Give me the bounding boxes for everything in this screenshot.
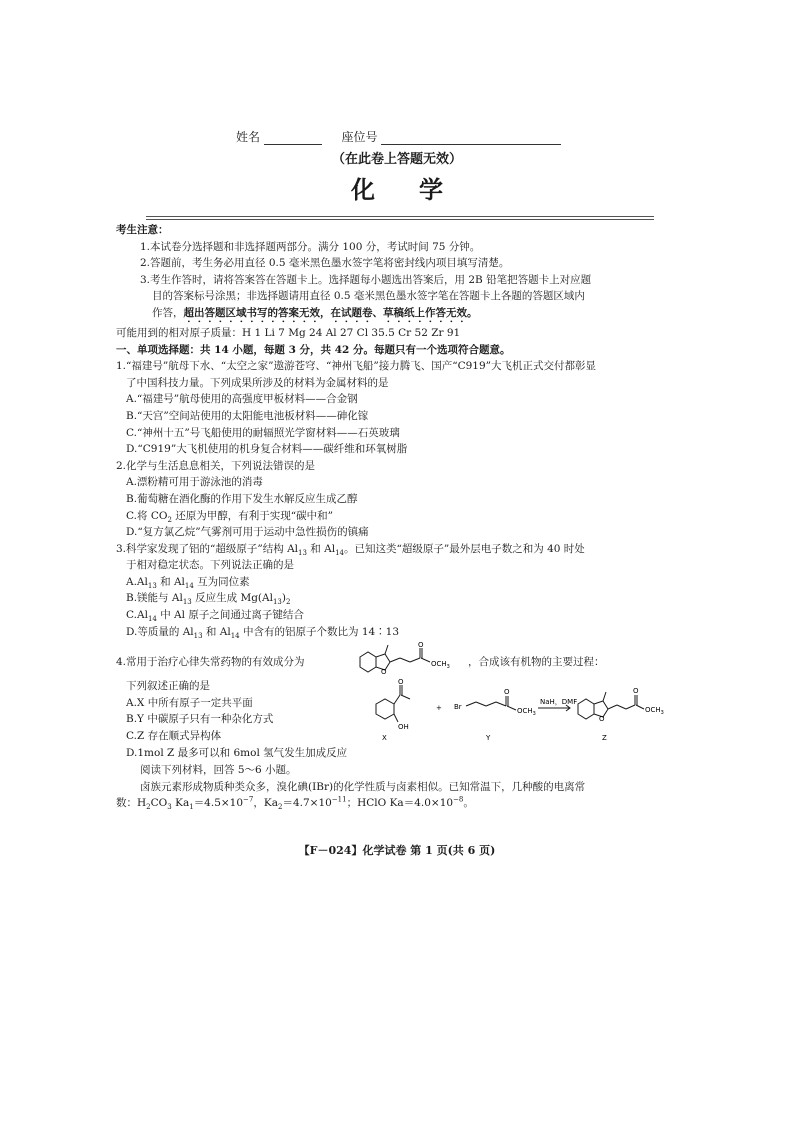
passage-text-a: 卤族元素形成物质种类众多，溴化碘(IBr)的化学性质与卤素相似。已知常温下，几种酸的电离常 — [140, 780, 586, 793]
q3-stem-a — [116, 541, 664, 558]
q3-c-sub-1: 14 — [147, 615, 157, 624]
q4-stem-a: 4.常用于治疗心律失常药物的有效成分为 — [116, 656, 305, 669]
q4-option-d[interactable]: D.1mol Z 最多可以和 6mol 氢气发生加成反应 — [126, 746, 348, 759]
scheme-y-br: Br — [454, 703, 462, 712]
q3-d-sub-2: 14 — [230, 631, 240, 640]
note-item-3b: 目的答案标号涂黑；非选择题请用直径 0.5 毫米黑色墨水签字笔在答题卡上各题的答题区域内 — [152, 290, 585, 303]
pb-sup-4: −7 — [243, 795, 254, 804]
section-1-heading: 一、单项选择题：共 14 小题，每题 3 分，共 42 分。每题只有一个选项符合题意。 — [116, 343, 511, 356]
scheme-z-och3: $OCH_3$ — [645, 706, 664, 717]
pb-sub-2: 3 — [167, 803, 172, 812]
q4-synthesis-scheme — [370, 678, 664, 746]
q3-a-text-3: 互为同位素 — [193, 575, 250, 588]
q4-option-a[interactable]: A.X 中所有原子一定共平面 — [126, 696, 253, 709]
q2-stem: 2.化学与生活息息相关，下列说法错误的是 — [116, 459, 316, 472]
q4-stem-b: ，合成该有机物的主要过程： — [468, 656, 605, 669]
note-item-3c-text: 作答， — [152, 306, 184, 319]
notes-heading: 考生注意： — [116, 224, 169, 236]
scheme-label-y: Y — [486, 734, 491, 743]
q3-a-sub-1: 13 — [147, 581, 157, 590]
pb-3: Ka — [171, 797, 190, 810]
scheme-conditions: NaH，DMF — [540, 698, 578, 707]
scheme-z-o: O — [633, 687, 639, 696]
note-item-3c — [116, 305, 664, 325]
note-item-2: 2.答题前，考生务必用直径 0.5 毫米黑色墨水签字笔将密封线内项目填写清楚。 — [140, 257, 510, 270]
q3-d-text-3: 中含有的铝原子个数比为 14∶13 — [239, 625, 400, 638]
pb-5: ，Ka — [253, 797, 278, 810]
q3-d-text-1: D.等质量的 Al — [126, 625, 194, 638]
scheme-y-och3: $OCH_3$ — [517, 707, 536, 718]
scheme-z-o-ring: O — [599, 715, 605, 724]
q3-stem-text-3: 。已知这类“超级原子”最外层电子数之和为 40 时处 — [344, 542, 585, 555]
q3-d-sub-1: 13 — [193, 631, 203, 640]
pb-4: ＝4.5×10 — [193, 797, 244, 810]
q3-stem-sub-2: 14 — [335, 548, 345, 557]
q2-option-c[interactable] — [116, 508, 664, 525]
pb-sub-5: 2 — [277, 803, 283, 812]
pb-sub-1: 2 — [146, 803, 151, 812]
q3-c-text-1: C.Al — [126, 609, 148, 622]
q3-b-sub-2: 13 — [272, 598, 282, 607]
q3-option-a[interactable] — [116, 574, 664, 591]
q1-option-a[interactable]: A.“福建号”航母使用的高强度甲板材料——合金钢 — [126, 393, 358, 406]
pb-8: 。 — [463, 797, 474, 810]
q3-b-text-2: 反应生成 Mg(Al — [191, 592, 273, 605]
q2-option-a[interactable]: A.漂粉精可用于游泳池的消毒 — [126, 476, 263, 489]
scheme-label-z: Z — [602, 734, 607, 743]
q3-option-d[interactable] — [116, 624, 664, 641]
pb-sup-7: −8 — [453, 795, 464, 804]
q1-option-c[interactable]: C.“神州十五”号飞船使用的耐辐照光学窗材料——石英玻璃 — [126, 426, 400, 439]
q1-stem-a: 1.“福建号”航母下水、“太空之家”遨游苍穹、“神州飞船”接力腾飞、国产“C919”大飞机正式交付都彰显 — [116, 360, 597, 373]
q4-options — [126, 678, 347, 761]
title-rule-top — [146, 216, 654, 217]
student-info-line — [236, 128, 561, 145]
pb-sub-3: 1 — [189, 803, 194, 812]
q4-drug-o-carbonyl: O — [418, 641, 424, 650]
note-item-1: 1.本试卷分选择题和非选择题两部分。满分 100 分，考试时间 75 分钟。 — [140, 240, 481, 253]
passage-intro: 阅读下列材料，回答 5～6 小题。 — [140, 764, 297, 777]
q3-stem-sub-1: 13 — [298, 548, 307, 557]
q4-options-and-scheme — [116, 678, 664, 762]
q3-stem-text-2: 和 Al — [306, 542, 336, 555]
scheme-x-o: O — [398, 678, 404, 687]
q2-c-text-2: 还原为甲醇，有利于实现“碳中和” — [171, 509, 334, 522]
q3-b-sub-1: 13 — [182, 598, 192, 607]
passage-text-b — [116, 795, 664, 812]
q4-drug-o-ring: O — [381, 668, 387, 677]
q1-stem-b: 了中国科技力量。下列成果所涉及的材料为金属材料的是 — [126, 376, 389, 389]
q3-option-c[interactable] — [116, 607, 664, 624]
pb-1: 数：H — [116, 797, 147, 810]
pb-7: ；HClO Ka＝4.0×10 — [346, 797, 454, 810]
q2-c-sub: 2 — [167, 515, 172, 524]
q3-a-text-1: A.Al — [126, 575, 148, 588]
exam-body — [116, 222, 664, 812]
scheme-y-o: O — [504, 688, 510, 697]
q3-c-text-2: 中 Al 原子之间通过离子键结合 — [156, 609, 304, 622]
q3-b-text-3: ) — [281, 592, 286, 605]
pb-6: ＝4.7×10 — [282, 797, 332, 810]
scheme-plus: + — [436, 704, 442, 713]
name-label: 姓名 — [236, 130, 261, 144]
pb-sup-6: −11 — [331, 795, 347, 804]
page-footer: 【F－024】化学试卷 第 1 页(共 6 页) — [298, 844, 496, 857]
note-item-3-emphasis: 超出答题区域书写的答案无效，在试题卷、草稿纸上作答无效。 — [183, 306, 478, 319]
q4-option-c[interactable]: C.Z 存在顺式异构体 — [126, 730, 222, 743]
subject-title: 化学 — [351, 175, 487, 204]
q3-b-sub-3: 2 — [285, 598, 291, 607]
no-answer-notice: （在此卷上答题无效） — [331, 152, 462, 167]
q4-drug-och3: $OCH_3$ — [431, 660, 450, 671]
name-blank[interactable] — [264, 132, 322, 145]
q3-d-text-2: 和 Al — [202, 625, 231, 638]
scheme-x-oh: OH — [398, 723, 409, 732]
q4-question: 下列叙述正确的是 — [126, 680, 210, 693]
q2-c-text-1: C.将 CO — [126, 509, 168, 522]
note-item-3a: 3.考生作答时，请将答案答在答题卡上。选择题每小题选出答案后，用 2B 铅笔把答题卡上对应题 — [140, 273, 592, 286]
q3-a-sub-2: 14 — [184, 581, 194, 590]
title-rule-bottom — [146, 219, 654, 220]
q3-a-text-2: 和 Al — [156, 575, 185, 588]
q1-option-b[interactable]: B.“天宫”空间站使用的太阳能电池板材料——砷化镓 — [126, 409, 369, 422]
q3-stem-b: 于相对稳定状态。下列说法正确的是 — [126, 559, 294, 572]
q2-option-d[interactable]: D.“复方氯乙烷”气雾剂可用于运动中急性损伤的镇痛 — [126, 526, 369, 539]
q3-b-text-1: B.镁能与 Al — [126, 592, 183, 605]
q3-stem-text-1: 3.科学家发现了铝的“超级原子”结构 Al — [116, 542, 299, 555]
q4-stem-row — [116, 641, 664, 678]
q3-option-b[interactable] — [116, 590, 664, 607]
q1-option-d[interactable]: D.“C919”大飞机使用的机身复合材料——碳纤维和环氧树脂 — [126, 443, 408, 456]
q4-option-b[interactable]: B.Y 中碳原子只有一种杂化方式 — [126, 713, 274, 726]
seat-blank[interactable] — [381, 132, 561, 145]
seat-label: 座位号 — [341, 130, 378, 144]
atomic-masses: 可能用到的相对原子质量：H 1 Li 7 Mg 24 Al 27 Cl 35.5 Cr 52 Zr 91 — [116, 326, 461, 339]
scheme-label-x: X — [382, 734, 387, 743]
q2-option-b[interactable]: B.葡萄糖在酒化酶的作用下发生水解反应生成乙醇 — [126, 492, 358, 505]
pb-2: CO — [150, 797, 168, 810]
